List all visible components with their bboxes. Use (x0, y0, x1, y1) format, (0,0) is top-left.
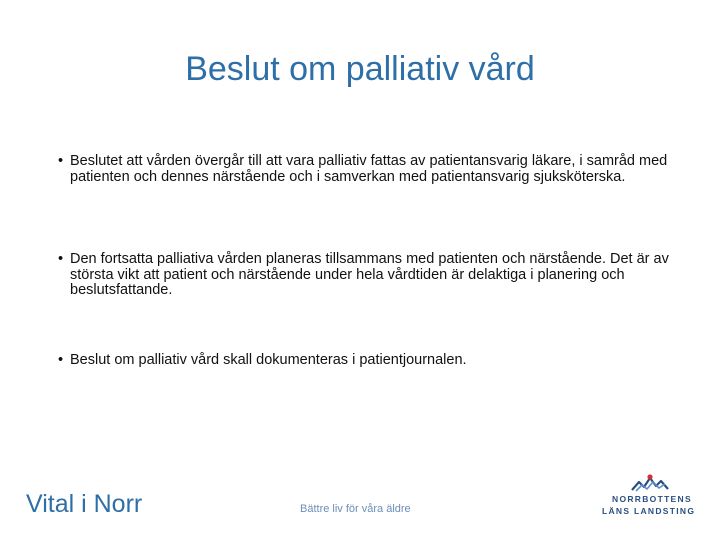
county-council-logo (598, 474, 702, 518)
footer-brand-text: Vital i Norr (26, 490, 143, 518)
bullet-text: Beslutet att vården övergår till att vara palliativ fattas av patientansvarig läkare, i samråd med patienten och dennes närstående och i samverkan med patientansvarig sjuksköterska. (70, 153, 668, 185)
logo-text-line1: NORRBOTTENS (612, 494, 692, 504)
bullet-text: Den fortsatta palliativa vården planeras tillsammans med patienten och närstående. Det är av största vikt att patient och närstående under hela vårdtiden är delaktiga i planering och beslutsfattande. (70, 251, 669, 298)
logo-mark-icon (630, 474, 670, 492)
bullet-item (58, 353, 690, 369)
bullet-item (58, 154, 690, 185)
footer-tagline: Bättre liv för våra äldre (300, 503, 411, 515)
logo-text-line2: LÄNS LANDSTING (602, 506, 696, 516)
bullet-item (58, 252, 690, 299)
bullet-text: Beslut om palliativ vård skall dokumenteras i patientjournalen. (70, 352, 467, 368)
slide-title: Beslut om palliativ vård (185, 50, 535, 88)
bullet-dot: • (58, 153, 64, 169)
bullet-dot: • (58, 352, 64, 368)
bullet-dot: • (58, 251, 64, 267)
